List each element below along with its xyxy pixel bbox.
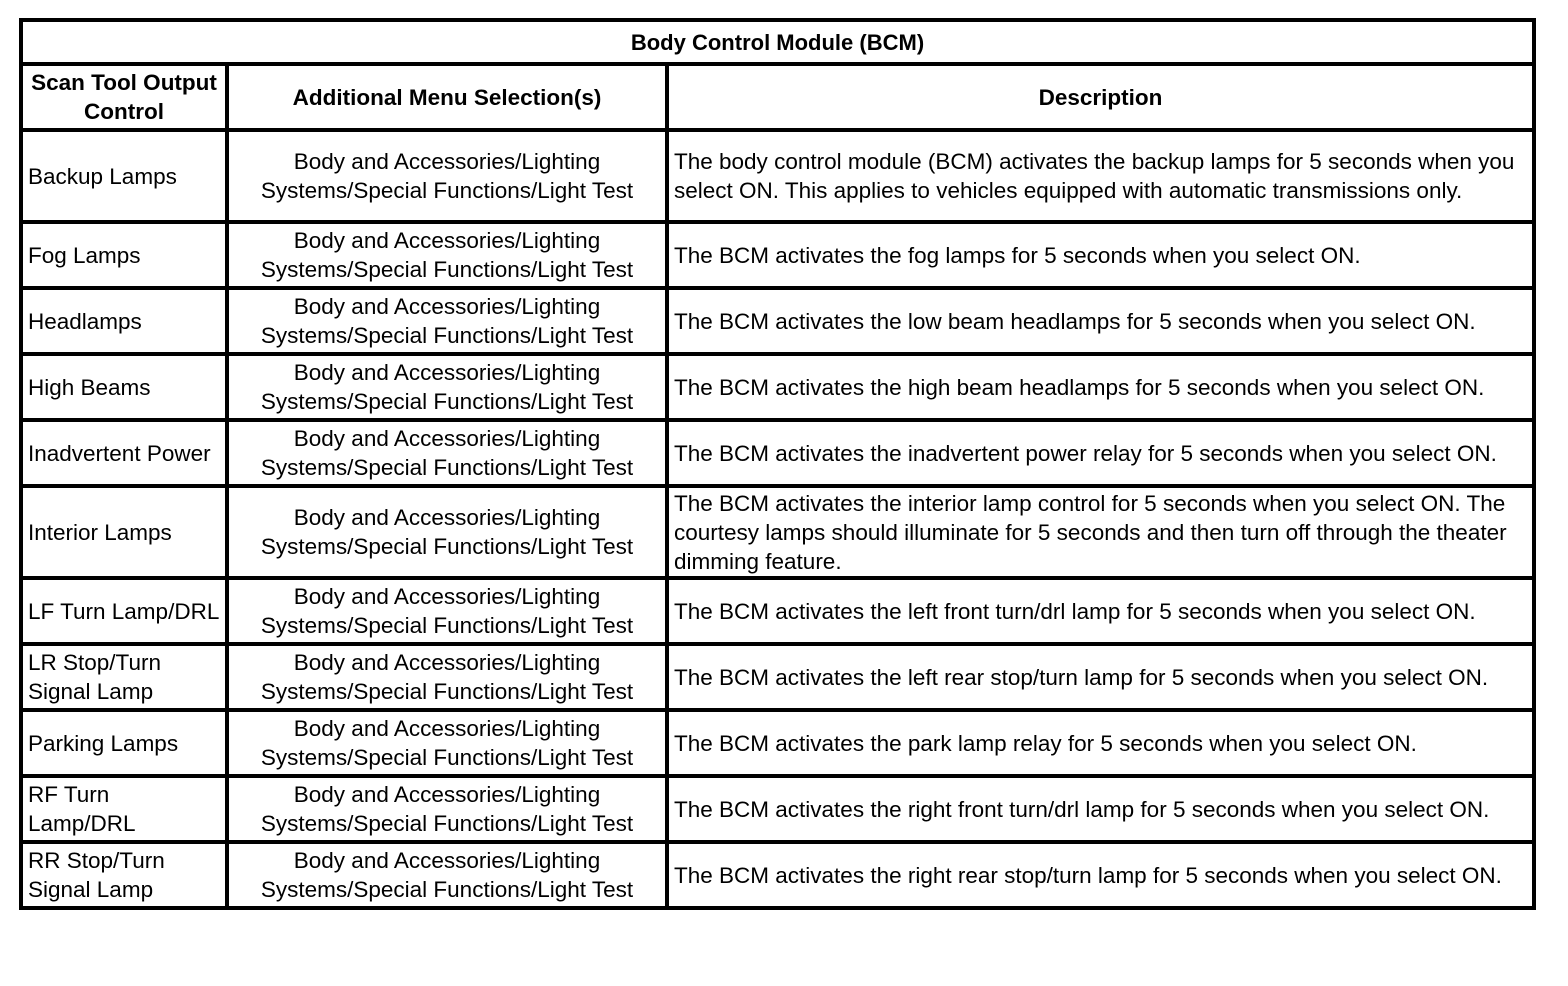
description-cell: The BCM activates the fog lamps for 5 seconds when you select ON. <box>667 222 1534 288</box>
menu-selection-cell: Body and Accessories/Lighting Systems/Special Functions/Light Test <box>227 710 667 776</box>
output-control-cell: Backup Lamps <box>21 130 227 222</box>
menu-selection-cell: Body and Accessories/Lighting Systems/Special Functions/Light Test <box>227 644 667 710</box>
menu-selection-cell: Body and Accessories/Lighting Systems/Special Functions/Light Test <box>227 222 667 288</box>
table-row <box>21 222 1534 288</box>
output-control-cell: Parking Lamps <box>21 710 227 776</box>
description-cell: The body control module (BCM) activates the backup lamps for 5 seconds when you select ON. This applies to vehicles equipped with automatic transmissions only. <box>667 130 1534 222</box>
description-cell: The BCM activates the right rear stop/turn lamp for 5 seconds when you select ON. <box>667 842 1534 908</box>
bcm-output-control-table <box>19 18 1536 910</box>
menu-selection-cell: Body and Accessories/Lighting Systems/Special Functions/Light Test <box>227 130 667 222</box>
menu-selection-cell: Body and Accessories/Lighting Systems/Special Functions/Light Test <box>227 578 667 644</box>
output-control-cell: LR Stop/Turn Signal Lamp <box>21 644 227 710</box>
table-row <box>21 710 1534 776</box>
description-cell: The BCM activates the low beam headlamps for 5 seconds when you select ON. <box>667 288 1534 354</box>
output-control-cell: RF Turn Lamp/DRL <box>21 776 227 842</box>
menu-selection-cell: Body and Accessories/Lighting Systems/Special Functions/Light Test <box>227 486 667 578</box>
description-cell: The BCM activates the interior lamp control for 5 seconds when you select ON. The courtesy lamps should illuminate for 5 seconds and then turn off through the theater dimming feature. <box>667 486 1534 578</box>
table-row <box>21 486 1534 578</box>
header-menu-selection: Additional Menu Selection(s) <box>227 64 667 130</box>
header-description: Description <box>667 64 1534 130</box>
table-row <box>21 288 1534 354</box>
output-control-cell: LF Turn Lamp/DRL <box>21 578 227 644</box>
menu-selection-cell: Body and Accessories/Lighting Systems/Special Functions/Light Test <box>227 354 667 420</box>
output-control-cell: Interior Lamps <box>21 486 227 578</box>
description-cell: The BCM activates the park lamp relay for 5 seconds when you select ON. <box>667 710 1534 776</box>
output-control-cell: Fog Lamps <box>21 222 227 288</box>
description-cell: The BCM activates the left front turn/drl lamp for 5 seconds when you select ON. <box>667 578 1534 644</box>
output-control-cell: High Beams <box>21 354 227 420</box>
menu-selection-cell: Body and Accessories/Lighting Systems/Special Functions/Light Test <box>227 420 667 486</box>
header-output-control: Scan Tool Output Control <box>21 64 227 130</box>
menu-selection-cell: Body and Accessories/Lighting Systems/Special Functions/Light Test <box>227 776 667 842</box>
description-cell: The BCM activates the inadvertent power relay for 5 seconds when you select ON. <box>667 420 1534 486</box>
table-row <box>21 842 1534 908</box>
table-row <box>21 644 1534 710</box>
description-cell: The BCM activates the left rear stop/turn lamp for 5 seconds when you select ON. <box>667 644 1534 710</box>
output-control-cell: RR Stop/Turn Signal Lamp <box>21 842 227 908</box>
table-row <box>21 354 1534 420</box>
table-row <box>21 130 1534 222</box>
table-row <box>21 776 1534 842</box>
description-cell: The BCM activates the high beam headlamps for 5 seconds when you select ON. <box>667 354 1534 420</box>
description-cell: The BCM activates the right front turn/drl lamp for 5 seconds when you select ON. <box>667 776 1534 842</box>
menu-selection-cell: Body and Accessories/Lighting Systems/Special Functions/Light Test <box>227 842 667 908</box>
menu-selection-cell: Body and Accessories/Lighting Systems/Special Functions/Light Test <box>227 288 667 354</box>
output-control-cell: Headlamps <box>21 288 227 354</box>
table-row <box>21 578 1534 644</box>
output-control-cell: Inadvertent Power <box>21 420 227 486</box>
table-title: Body Control Module (BCM) <box>21 20 1534 64</box>
table-row <box>21 420 1534 486</box>
